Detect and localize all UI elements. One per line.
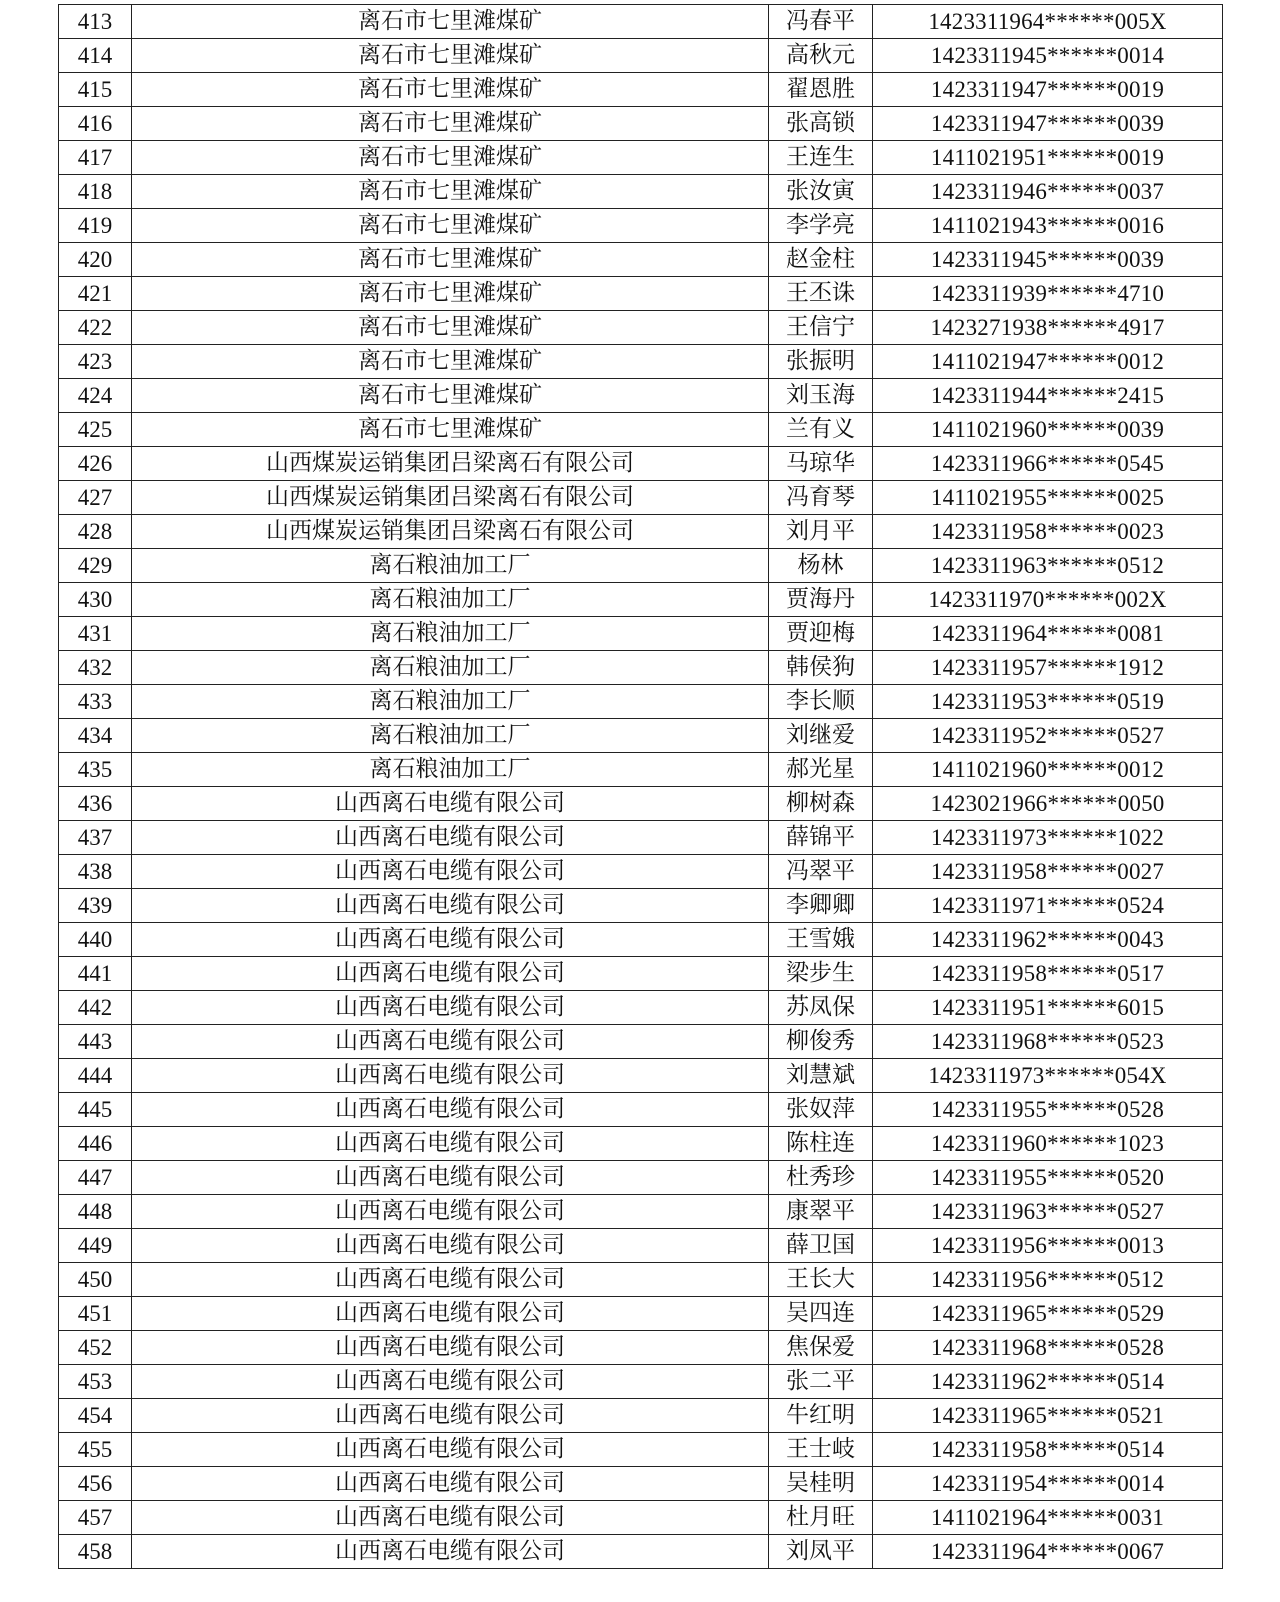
id-number: 1423311945******0014 [873,39,1223,73]
person-name: 王雪娥 [769,923,873,957]
row-number: 419 [59,209,132,243]
table-row [59,1467,1223,1501]
row-number: 416 [59,107,132,141]
work-unit: 山西离石电缆有限公司 [132,1399,769,1433]
work-unit: 离石粮油加工厂 [132,753,769,787]
person-name: 吴桂明 [769,1467,873,1501]
work-unit: 山西煤炭运销集团吕梁离石有限公司 [132,515,769,549]
table-row [59,1025,1223,1059]
person-name: 刘玉海 [769,379,873,413]
id-number: 1423021966******0050 [873,787,1223,821]
row-number: 441 [59,957,132,991]
table-row [59,1263,1223,1297]
work-unit: 山西离石电缆有限公司 [132,1025,769,1059]
row-number: 414 [59,39,132,73]
work-unit: 山西离石电缆有限公司 [132,991,769,1025]
work-unit: 离石市七里滩煤矿 [132,5,769,39]
work-unit: 离石粮油加工厂 [132,617,769,651]
table-row [59,277,1223,311]
person-name: 翟恩胜 [769,73,873,107]
work-unit: 山西离石电缆有限公司 [132,957,769,991]
id-number: 1423311955******0528 [873,1093,1223,1127]
id-number: 1423311945******0039 [873,243,1223,277]
row-number: 440 [59,923,132,957]
table-row [59,1161,1223,1195]
id-number: 1411021955******0025 [873,481,1223,515]
work-unit: 离石粮油加工厂 [132,719,769,753]
work-unit: 离石市七里滩煤矿 [132,175,769,209]
id-number: 1423311973******054X [873,1059,1223,1093]
table-row [59,175,1223,209]
person-name: 贾迎梅 [769,617,873,651]
row-number: 417 [59,141,132,175]
table-row [59,243,1223,277]
id-number: 1423311960******1023 [873,1127,1223,1161]
person-name: 赵金柱 [769,243,873,277]
table-row [59,1195,1223,1229]
row-number: 432 [59,651,132,685]
table-row [59,1365,1223,1399]
row-number: 435 [59,753,132,787]
row-number: 443 [59,1025,132,1059]
person-name: 薛锦平 [769,821,873,855]
id-number: 1423311956******0512 [873,1263,1223,1297]
table-row [59,1059,1223,1093]
id-number: 1423311968******0528 [873,1331,1223,1365]
work-unit: 离石市七里滩煤矿 [132,107,769,141]
person-name: 刘凤平 [769,1535,873,1569]
table-row [59,345,1223,379]
roster-table-body [59,5,1223,1569]
work-unit: 山西离石电缆有限公司 [132,1161,769,1195]
person-name: 杜月旺 [769,1501,873,1535]
id-number: 1423311962******0514 [873,1365,1223,1399]
row-number: 442 [59,991,132,1025]
row-number: 431 [59,617,132,651]
id-number: 1423311939******4710 [873,277,1223,311]
table-row [59,447,1223,481]
id-number: 1423311944******2415 [873,379,1223,413]
work-unit: 山西离石电缆有限公司 [132,923,769,957]
row-number: 448 [59,1195,132,1229]
row-number: 425 [59,413,132,447]
work-unit: 山西离石电缆有限公司 [132,787,769,821]
person-name: 吴四连 [769,1297,873,1331]
person-name: 张奴萍 [769,1093,873,1127]
person-name: 牛红明 [769,1399,873,1433]
work-unit: 离石粮油加工厂 [132,651,769,685]
work-unit: 山西离石电缆有限公司 [132,1331,769,1365]
work-unit: 离石市七里滩煤矿 [132,243,769,277]
row-number: 427 [59,481,132,515]
table-row [59,855,1223,889]
person-name: 马琼华 [769,447,873,481]
table-row [59,923,1223,957]
table-row [59,379,1223,413]
work-unit: 山西离石电缆有限公司 [132,1501,769,1535]
id-number: 1423311947******0019 [873,73,1223,107]
table-row [59,617,1223,651]
person-name: 柳俊秀 [769,1025,873,1059]
work-unit: 离石粮油加工厂 [132,685,769,719]
person-name: 李学亮 [769,209,873,243]
person-name: 王士岐 [769,1433,873,1467]
id-number: 1423311963******0512 [873,549,1223,583]
row-number: 434 [59,719,132,753]
table-row [59,73,1223,107]
row-number: 445 [59,1093,132,1127]
row-number: 421 [59,277,132,311]
work-unit: 山西离石电缆有限公司 [132,1127,769,1161]
id-number: 1423311947******0039 [873,107,1223,141]
table-row [59,1399,1223,1433]
row-number: 438 [59,855,132,889]
id-number: 1423311973******1022 [873,821,1223,855]
row-number: 418 [59,175,132,209]
row-number: 413 [59,5,132,39]
row-number: 436 [59,787,132,821]
row-number: 446 [59,1127,132,1161]
person-name: 康翠平 [769,1195,873,1229]
table-row [59,719,1223,753]
table-row [59,107,1223,141]
id-number: 1411021951******0019 [873,141,1223,175]
row-number: 424 [59,379,132,413]
roster-table [58,4,1223,1569]
person-name: 张汝寅 [769,175,873,209]
work-unit: 山西离石电缆有限公司 [132,855,769,889]
id-number: 1423311958******0027 [873,855,1223,889]
work-unit: 离石市七里滩煤矿 [132,413,769,447]
person-name: 薛卫国 [769,1229,873,1263]
work-unit: 离石市七里滩煤矿 [132,209,769,243]
row-number: 447 [59,1161,132,1195]
work-unit: 山西煤炭运销集团吕梁离石有限公司 [132,481,769,515]
id-number: 1411021964******0031 [873,1501,1223,1535]
person-name: 苏凤保 [769,991,873,1025]
row-number: 453 [59,1365,132,1399]
row-number: 433 [59,685,132,719]
person-name: 陈柱连 [769,1127,873,1161]
table-row [59,413,1223,447]
id-number: 1423311952******0527 [873,719,1223,753]
work-unit: 山西离石电缆有限公司 [132,1263,769,1297]
person-name: 郝光星 [769,753,873,787]
work-unit: 山西离石电缆有限公司 [132,1059,769,1093]
row-number: 437 [59,821,132,855]
work-unit: 山西离石电缆有限公司 [132,1093,769,1127]
row-number: 422 [59,311,132,345]
table-row [59,1433,1223,1467]
person-name: 高秋元 [769,39,873,73]
id-number: 1423311958******0517 [873,957,1223,991]
person-name: 兰有义 [769,413,873,447]
id-number: 1423311964******0067 [873,1535,1223,1569]
work-unit: 离石市七里滩煤矿 [132,39,769,73]
table-row [59,311,1223,345]
table-row [59,889,1223,923]
table-row [59,141,1223,175]
table-row [59,209,1223,243]
work-unit: 山西离石电缆有限公司 [132,1229,769,1263]
work-unit: 山西煤炭运销集团吕梁离石有限公司 [132,447,769,481]
id-number: 1423271938******4917 [873,311,1223,345]
table-row [59,753,1223,787]
table-row [59,549,1223,583]
person-name: 刘慧斌 [769,1059,873,1093]
person-name: 柳树森 [769,787,873,821]
row-number: 420 [59,243,132,277]
person-name: 杜秀珍 [769,1161,873,1195]
row-number: 430 [59,583,132,617]
id-number: 1423311971******0524 [873,889,1223,923]
work-unit: 山西离石电缆有限公司 [132,821,769,855]
table-row [59,583,1223,617]
work-unit: 离石粮油加工厂 [132,549,769,583]
person-name: 刘继爱 [769,719,873,753]
work-unit: 山西离石电缆有限公司 [132,1535,769,1569]
id-number: 1423311963******0527 [873,1195,1223,1229]
row-number: 454 [59,1399,132,1433]
work-unit: 离石市七里滩煤矿 [132,379,769,413]
table-row [59,1229,1223,1263]
row-number: 458 [59,1535,132,1569]
work-unit: 离石市七里滩煤矿 [132,73,769,107]
row-number: 450 [59,1263,132,1297]
work-unit: 山西离石电缆有限公司 [132,889,769,923]
person-name: 杨林 [769,549,873,583]
table-row [59,957,1223,991]
work-unit: 离石市七里滩煤矿 [132,141,769,175]
work-unit: 山西离石电缆有限公司 [132,1297,769,1331]
person-name: 王丕诛 [769,277,873,311]
table-row [59,1127,1223,1161]
id-number: 1423311970******002X [873,583,1223,617]
work-unit: 离石市七里滩煤矿 [132,277,769,311]
work-unit: 离石市七里滩煤矿 [132,311,769,345]
person-name: 冯翠平 [769,855,873,889]
person-name: 王长大 [769,1263,873,1297]
person-name: 冯春平 [769,5,873,39]
id-number: 1423311968******0523 [873,1025,1223,1059]
table-row [59,1093,1223,1127]
row-number: 455 [59,1433,132,1467]
row-number: 451 [59,1297,132,1331]
id-number: 1423311951******6015 [873,991,1223,1025]
table-row [59,651,1223,685]
id-number: 1423311962******0043 [873,923,1223,957]
row-number: 457 [59,1501,132,1535]
person-name: 王信宁 [769,311,873,345]
row-number: 439 [59,889,132,923]
table-row [59,1501,1223,1535]
table-row [59,991,1223,1025]
person-name: 韩侯狗 [769,651,873,685]
person-name: 刘月平 [769,515,873,549]
work-unit: 山西离石电缆有限公司 [132,1433,769,1467]
person-name: 冯育琴 [769,481,873,515]
row-number: 423 [59,345,132,379]
person-name: 张高锁 [769,107,873,141]
person-name: 王连生 [769,141,873,175]
table-row [59,5,1223,39]
id-number: 1423311957******1912 [873,651,1223,685]
work-unit: 离石粮油加工厂 [132,583,769,617]
table-row [59,1535,1223,1569]
table-row [59,515,1223,549]
table-row [59,1297,1223,1331]
id-number: 1423311966******0545 [873,447,1223,481]
id-number: 1423311965******0529 [873,1297,1223,1331]
row-number: 429 [59,549,132,583]
row-number: 444 [59,1059,132,1093]
id-number: 1423311953******0519 [873,685,1223,719]
person-name: 张二平 [769,1365,873,1399]
id-number: 1411021960******0012 [873,753,1223,787]
work-unit: 山西离石电缆有限公司 [132,1365,769,1399]
id-number: 1423311964******0081 [873,617,1223,651]
id-number: 1423311956******0013 [873,1229,1223,1263]
table-row [59,1331,1223,1365]
id-number: 1423311946******0037 [873,175,1223,209]
row-number: 456 [59,1467,132,1501]
person-name: 李卿卿 [769,889,873,923]
id-number: 1423311964******005X [873,5,1223,39]
id-number: 1423311955******0520 [873,1161,1223,1195]
person-name: 张振明 [769,345,873,379]
person-name: 焦保爱 [769,1331,873,1365]
row-number: 426 [59,447,132,481]
person-name: 贾海丹 [769,583,873,617]
work-unit: 离石市七里滩煤矿 [132,345,769,379]
row-number: 428 [59,515,132,549]
id-number: 1423311965******0521 [873,1399,1223,1433]
id-number: 1423311958******0023 [873,515,1223,549]
id-number: 1411021943******0016 [873,209,1223,243]
row-number: 452 [59,1331,132,1365]
table-row [59,39,1223,73]
table-row [59,787,1223,821]
id-number: 1423311954******0014 [873,1467,1223,1501]
id-number: 1423311958******0514 [873,1433,1223,1467]
table-row [59,685,1223,719]
row-number: 415 [59,73,132,107]
work-unit: 山西离石电缆有限公司 [132,1195,769,1229]
id-number: 1411021947******0012 [873,345,1223,379]
person-name: 梁步生 [769,957,873,991]
table-row [59,821,1223,855]
work-unit: 山西离石电缆有限公司 [132,1467,769,1501]
person-name: 李长顺 [769,685,873,719]
document-page [58,4,1222,1569]
table-row [59,481,1223,515]
row-number: 449 [59,1229,132,1263]
id-number: 1411021960******0039 [873,413,1223,447]
